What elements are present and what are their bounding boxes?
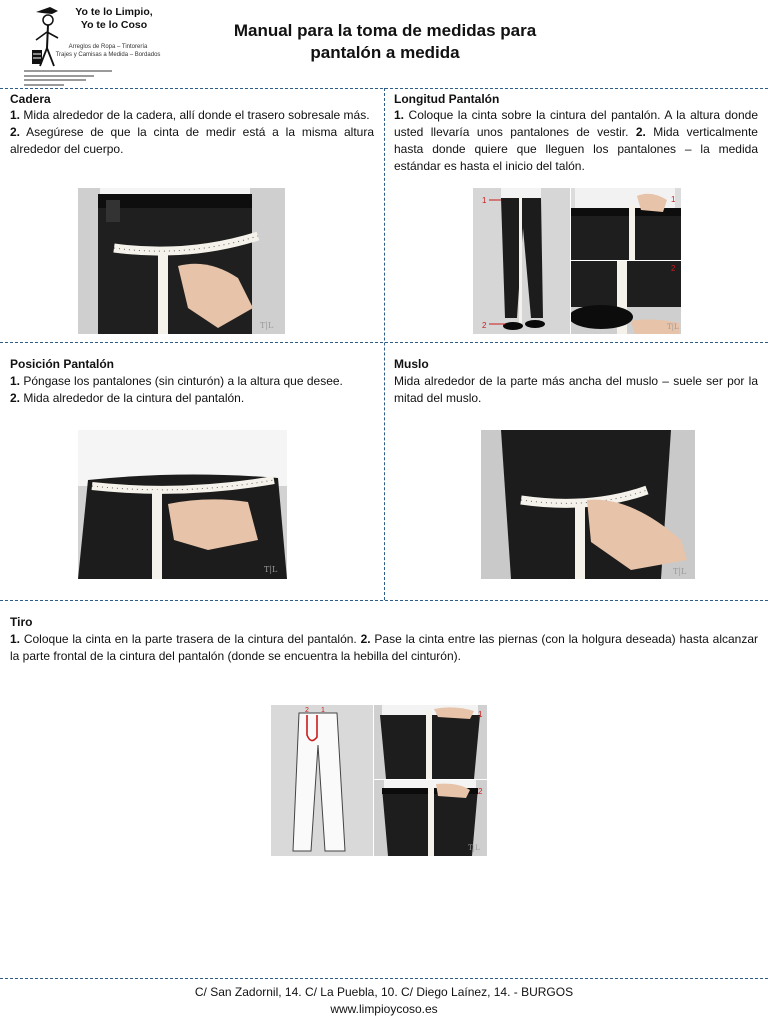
- marker-1-waist: 1: [671, 195, 676, 204]
- section-title-cadera: Cadera: [10, 92, 51, 106]
- photo-longitud-full: [473, 188, 570, 334]
- svg-text:1: 1: [478, 710, 483, 719]
- photo-tiro-front: [374, 780, 487, 856]
- logo-title: Yo te lo Limpio, Yo te lo Coso: [75, 6, 153, 31]
- photo-cadera: [78, 188, 285, 334]
- svg-text:T|L: T|L: [468, 844, 480, 852]
- document-title: Manual para la toma de medidas para pantalón a medida: [233, 21, 537, 62]
- separator-footer: [0, 978, 768, 979]
- photo-posicion: [78, 430, 287, 579]
- marker-1-diagram: 1: [321, 707, 325, 714]
- marker-1: 1: [482, 196, 487, 205]
- photo-tiro-back: [374, 705, 487, 779]
- section-title-longitud: Longitud Pantalón: [394, 92, 500, 106]
- section-text-muslo: Mida alrededor de la parte más ancha del muslo – suele ser por la mitad del muslo.: [394, 374, 758, 405]
- marker-2-diagram: 2: [305, 707, 309, 714]
- photo-muslo: [481, 430, 695, 579]
- marker-2: 2: [482, 321, 487, 330]
- marker-2-heel: 2: [671, 264, 676, 273]
- section-title-posicion: Posición Pantalón: [10, 357, 115, 371]
- company-logo: [24, 4, 164, 90]
- photo-longitud-waist: [571, 188, 681, 260]
- logo-subtitle: Arreglos de Ropa – Tintorería Trajes y Camisas a Medida – Bordados: [55, 44, 161, 58]
- watermark: T|L: [260, 321, 274, 330]
- section-text-posicion: 1. Póngase los pantalones (sin cinturón) a la altura que desee. 2. Mida alrededor de la cintura del pantalón.: [10, 374, 343, 405]
- section-title-tiro: Tiro: [10, 615, 33, 629]
- separator-vertical: [384, 88, 385, 600]
- svg-text:T|L: T|L: [264, 565, 278, 574]
- footer-website-link[interactable]: www.limpioycoso.es: [330, 1002, 438, 1016]
- separator-bottom: [0, 600, 768, 601]
- section-text-cadera: 1. Mida alrededor de la cadera, allí donde el trasero sobresale más. 2. Asegúrese de que la cinta de medir está a la misma altura alrededor del cuerpo.: [10, 108, 374, 156]
- tailor-figure-icon: [30, 6, 62, 76]
- photo-tiro-diagram: [271, 705, 373, 856]
- section-text-longitud: 1. Coloque la cinta sobre la cintura del pantalón. A la altura donde usted llevaría unos pantalones de vestir. 2. Mida verticalmente hasta donde quiere que lleguen los pantalones – la medida estándar es hasta el inicio del talón.: [394, 108, 758, 173]
- svg-text:T|L: T|L: [673, 567, 687, 576]
- separator-middle: [0, 342, 768, 343]
- footer-address: C/ San Zadornil, 14. C/ La Puebla, 10. C/ Diego Laínez, 14. - BURGOS: [194, 985, 574, 999]
- section-title-muslo: Muslo: [394, 357, 429, 371]
- svg-text:2: 2: [478, 787, 483, 796]
- section-text-tiro: 1. Coloque la cinta en la parte trasera de la cintura del pantalón. 2. Pase la cinta entre las piernas (con la holgura deseada) hasta alcanzar la parte frontal de la cintura del pantalón (donde se encuentra la hebilla del cinturón).: [10, 632, 759, 663]
- svg-text:T|L: T|L: [667, 323, 679, 331]
- photo-longitud-heel: [571, 261, 681, 334]
